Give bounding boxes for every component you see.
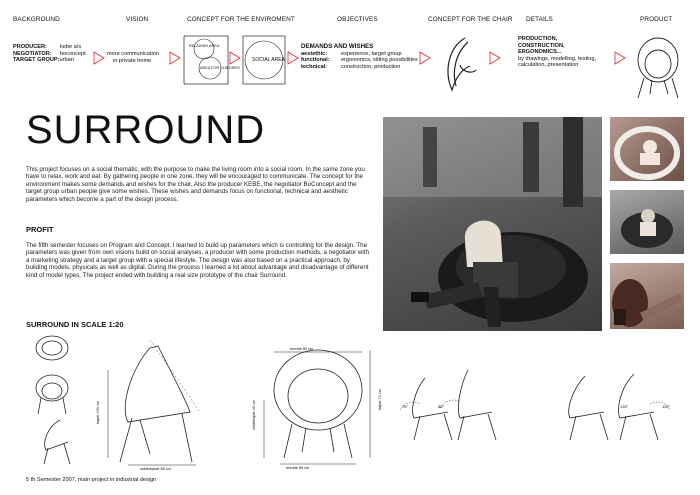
aesthetic-label: aestethic: (301, 50, 328, 57)
page-title: SURROUND (26, 108, 266, 152)
angle-label-4: 110° (662, 404, 670, 409)
main-photo (383, 117, 602, 331)
legs-in-chair-illustration (610, 263, 684, 329)
arrow-5 (420, 52, 430, 64)
detail-photo-1 (610, 117, 684, 181)
arrow-3 (230, 52, 240, 64)
technical-value: construction, production (341, 63, 401, 70)
header-concept-chair: CONCEPT FOR THE CHAIR (428, 16, 513, 23)
negotiator-label: NEGOTIATOR: (13, 50, 52, 57)
header-concept-environment: CONCEPT FOR THE ENVIROMENT (187, 16, 295, 23)
details-line-4: by drawings, modelling, testing, (518, 55, 597, 62)
details-block (518, 36, 596, 69)
dim-front-width-bottom: bredde 85 cm (286, 466, 310, 470)
details-line-2: CONSTRUCTION, (518, 42, 565, 49)
target-group-label: TARGET GROUP: (13, 57, 60, 64)
dim-height: højde 70 cm (378, 389, 382, 410)
dim-height-side: højde 100 cm (96, 400, 100, 424)
arrow-4 (288, 52, 298, 64)
front-elevation-drawing (264, 350, 370, 464)
producer-label: PRODUCER: (13, 44, 47, 50)
header-objectives: OBJECTIVES (337, 16, 378, 23)
angle-label-2: 85° (438, 404, 445, 409)
front-view-icon (36, 375, 68, 414)
scale-heading: SURROUND IN SCALE 1:20 (26, 320, 124, 329)
objectives-block (301, 43, 418, 70)
person-in-chair-illustration (383, 117, 602, 331)
vision-line-1: more communication (107, 51, 159, 57)
aesthetic-value: experience, target group (341, 50, 402, 57)
target-group-value: urban (59, 57, 74, 64)
top-view-icon (36, 336, 68, 360)
baby-in-chair-illustration (610, 117, 684, 181)
header-details: DETAILS (526, 16, 553, 23)
person-sitting-illustration (610, 190, 684, 254)
dim-front-width: bredde 85 cm (290, 347, 314, 351)
detail-photo-3 (610, 263, 684, 329)
profit-paragraph: The fifth semester focuses on Program and Concept. I learned to build up parameters which is controlling for the design. The parameters was given from own visions build on social analyses, a producer with some production methods, a negotiator with a marketing strategy and a target group with a special lifestyle. The design was also based on a practical approach, by building models, physicals as well as digital. During the process I learned a lot about advantage and disadvantage of different kind of model types. The project ended with building a real size prototype of the chair Surround. (26, 242, 369, 279)
functional-value: ergonomics, sitting possibilities (341, 57, 418, 64)
details-line-3: ERGONOMICS... (518, 49, 562, 56)
dim-seat-depth: siddedybde 65 cm (140, 467, 171, 471)
angle-label-3: 135° (620, 404, 629, 409)
arrow-6 (490, 52, 500, 64)
env-children-label: AREA FOR CHILDREN (200, 66, 240, 70)
angle-study-3 (569, 376, 608, 440)
vision-line-2: in private home (113, 57, 152, 64)
product-chair-sketch (638, 38, 678, 98)
arrow-1 (94, 52, 104, 64)
arrow-2 (170, 52, 180, 64)
details-line-1: PRODUCTION, (518, 36, 558, 42)
intro-paragraph: This project focuses on a social thematic, with the purpose to make the living room into a social room. In the same zone you have to relax, work and eat. By gathering people in one zone, they will be encouraged to communicate. The concept for the environment makes some demands and wishes for the chair. Also the producer KEBE, the negotiator BoConcept and the target group urban people give some wishes. These wishes and demands focus on functional, technical and aesthetic parameters which become a part of the design process. (26, 166, 365, 203)
angle-label-1: 75° (402, 404, 409, 409)
header-vision: VISION (126, 16, 149, 23)
footer-text: 5 th Semester 2007, main project in industrial design (26, 477, 157, 483)
env-relaxing-label: RELAXING AREA (189, 44, 220, 48)
details-line-5: calculation, presentation (518, 62, 579, 69)
negotiator-value: boconcept (60, 50, 86, 57)
side-view-icon (44, 420, 70, 464)
profit-heading: PROFIT (26, 225, 54, 234)
side-elevation-drawing (108, 340, 200, 465)
angle-study-1 (400, 378, 452, 440)
header-product: PRODUCT (640, 16, 673, 23)
functional-label: functional: (301, 57, 330, 64)
technical-label: technical: (301, 63, 328, 70)
dim-seat-height: siddehøjde 40 cm (252, 400, 256, 430)
producer-value: kebe a/s (60, 44, 82, 50)
chair-concept-sketch (448, 38, 476, 90)
detail-photo-2 (610, 190, 684, 254)
objectives-heading: DEMANDS AND WISHES (301, 43, 374, 50)
technical-drawings (0, 330, 700, 470)
env-social-label: SOCIAL AREA (252, 57, 285, 63)
header-background: BACKGROUND (13, 16, 60, 23)
arrow-7 (615, 52, 625, 64)
